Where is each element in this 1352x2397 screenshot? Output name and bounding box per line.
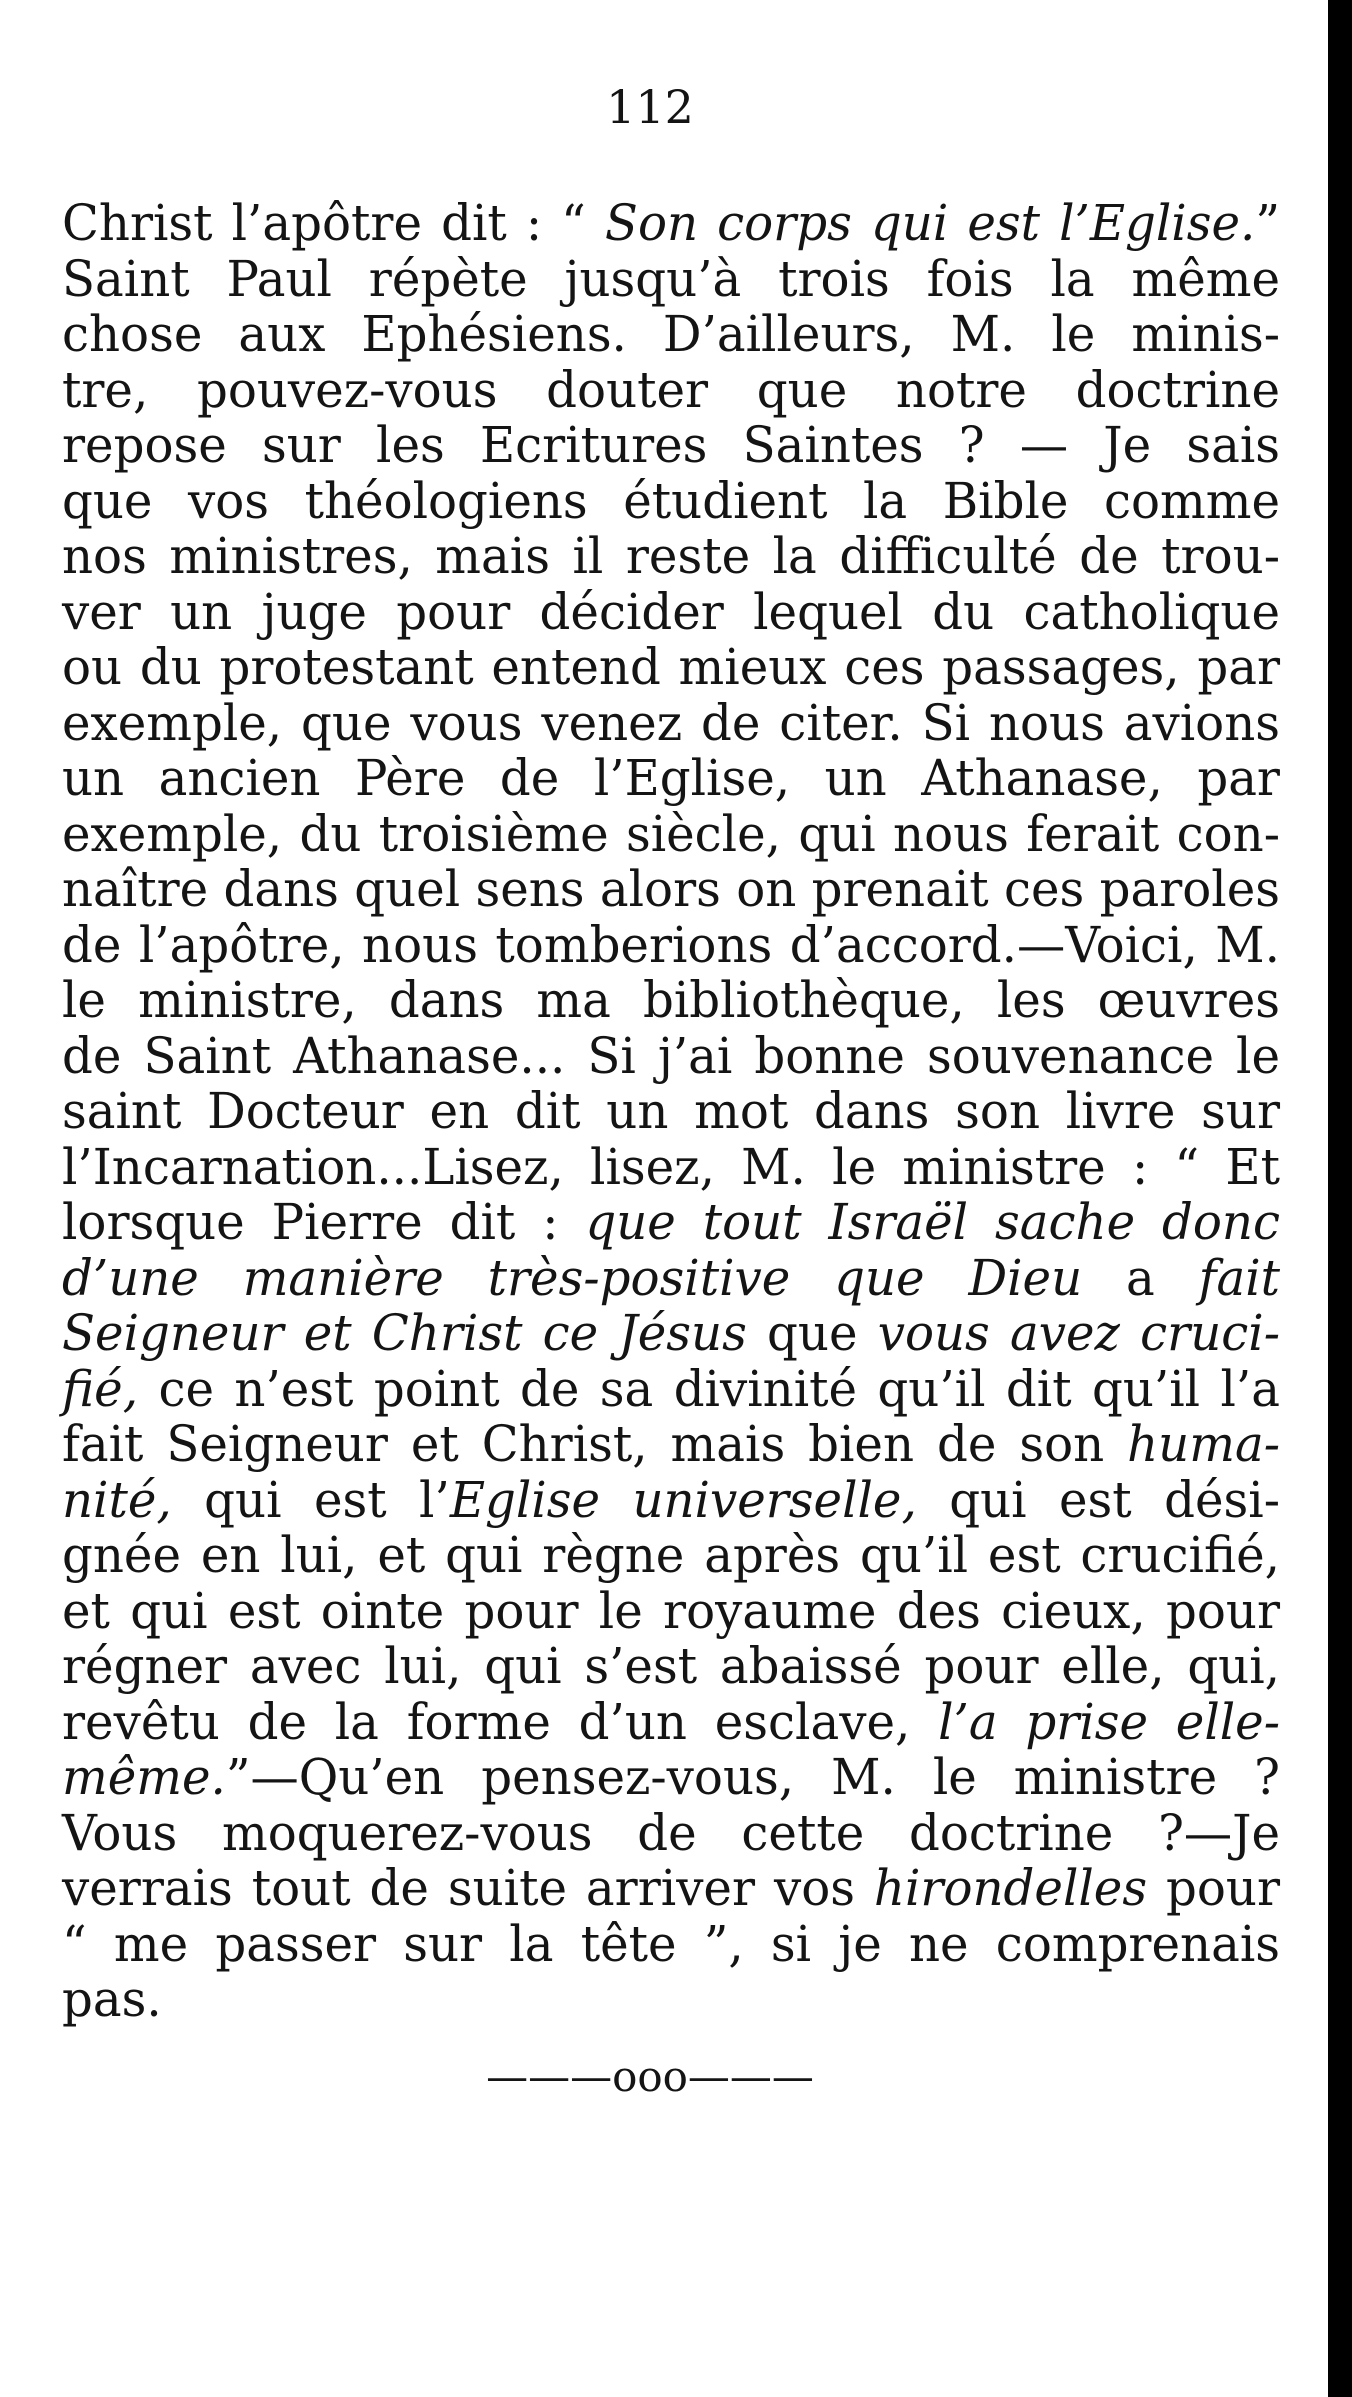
italic-text: Seigneur et Christ ce Jésus [62,1304,747,1362]
text-line [62,1248,1280,1307]
text-line [62,1470,1280,1529]
text-segment: et qui est ointe pour le royaume des cieux, pour [62,1581,1280,1640]
text-line [62,915,1280,974]
text-line [62,1639,1280,1695]
text-line [62,862,1280,918]
text-line [62,1528,1280,1584]
text-segment: pour [1147,1859,1281,1917]
text-segment: exemple, que vous venez de citer. Si nous avions [62,693,1280,752]
text-segment: chose aux Ephésiens. D’ailleurs, M. le minis- [62,305,1280,363]
text-segment: que vos théologiens étudient la Bible comme [62,471,1280,530]
body-text [62,196,1280,2028]
italic-text: que tout Israël sache donc [585,1193,1280,1251]
text-segment: naître dans quel sens alors on prenait ces paroles [62,860,1280,918]
text-segment: l’Incarnation...Lisez, lisez, M. le ministre : “ Et [62,1137,1280,1196]
italic-text: fait [1198,1248,1280,1307]
text-line [62,1803,1280,1862]
text-line [62,693,1280,752]
section-ornament: ———ooo——— [486,2052,814,2101]
text-line [62,307,1280,363]
text-segment: pas. [62,1970,162,2028]
text-segment: ce n’est point de sa divinité qu’il dit qu’il l’a [138,1359,1281,1418]
text-line [62,1581,1280,1640]
text-line [62,471,1280,530]
text-line [62,1914,1280,1973]
text-segment: exemple, du troisième siècle, qui nous ferait con- [62,804,1280,863]
text-line [62,1750,1280,1806]
text-segment: saint Docteur en dit un mot dans son livre sur [62,1082,1280,1140]
text-segment: ou du protestant entend mieux ces passages, par [62,638,1280,696]
italic-text: même. [62,1748,226,1806]
text-segment: nos ministres, mais il reste la difficulté de trou- [62,527,1280,585]
text-line [62,1417,1280,1473]
text-segment: de Saint Athanase... Si j’ai bonne souvenance le [62,1026,1280,1085]
italic-text: l’a prise elle- [938,1692,1281,1751]
text-line [62,1972,1280,2028]
text-line [62,529,1280,585]
text-segment: Christ l’apôtre dit : “ [62,194,605,252]
italic-text: nité, [62,1470,172,1529]
text-segment: verrais tout de suite arriver vos [62,1859,874,1917]
italic-text: fié, [62,1359,139,1418]
text-line [62,640,1280,696]
text-line [62,360,1280,419]
text-line [62,1692,1281,1751]
text-line [62,1026,1280,1085]
text-line [62,196,1280,252]
italic-text: huma- [1127,1415,1280,1473]
text-line [62,1084,1280,1140]
text-line [62,582,1280,641]
text-segment: qui est l’ [171,1470,450,1529]
text-line [62,1195,1280,1251]
text-line [62,1137,1280,1196]
text-segment: un ancien Père de l’Eglise, un Athanase, par [62,749,1280,807]
text-segment: qui est dési- [916,1470,1280,1529]
italic-text: Eglise universelle, [449,1470,917,1529]
text-segment: ” [1255,194,1280,252]
page-number: 112 [606,80,694,134]
text-segment: a [1082,1248,1199,1307]
text-line [62,1861,1280,1917]
text-line [62,1359,1281,1418]
text-segment: repose sur les Ecritures Saintes ? — Je sais [62,416,1280,474]
text-segment: gnée en lui, et qui règne après qu’il est crucifié, [62,1526,1280,1584]
page-edge-shadow [1328,0,1352,2397]
text-segment: de l’apôtre, nous tomberions d’accord.—Voici, M. [62,915,1280,974]
text-line [62,1306,1280,1362]
text-line [62,973,1280,1029]
text-line [62,751,1280,807]
text-line [62,249,1280,308]
text-segment: tre, pouvez-vous douter que notre doctrine [62,360,1280,419]
text-segment: régner avec lui, qui s’est abaissé pour elle, qui, [62,1637,1280,1695]
text-segment: Saint Paul répète jusqu’à trois fois la même [62,249,1280,308]
italic-text: Son corps qui est l’Eglise. [604,194,1256,252]
italic-text: vous avez cruci- [877,1304,1281,1362]
text-segment: lorsque Pierre dit : [62,1193,586,1251]
text-segment: “ me passer sur la tête ”, si je ne comprenais [62,1914,1280,1973]
text-segment: fait Seigneur et Christ, mais bien de son [62,1415,1128,1473]
text-segment: Vous moquerez-vous de cette doctrine ?—Je [62,1803,1280,1862]
text-line [62,418,1280,474]
text-line [62,804,1280,863]
text-segment: ”—Qu’en pensez-vous, M. le ministre ? [225,1748,1281,1806]
text-segment: ver un juge pour décider lequel du catholique [62,582,1280,641]
italic-text: hirondelles [873,1859,1148,1917]
text-segment: le ministre, dans ma bibliothèque, les œuvres [62,971,1280,1029]
italic-text: d’une manière très-positive que Dieu [62,1248,1083,1307]
text-segment: que [746,1304,878,1362]
text-segment: revêtu de la forme d’un esclave, [62,1692,939,1751]
